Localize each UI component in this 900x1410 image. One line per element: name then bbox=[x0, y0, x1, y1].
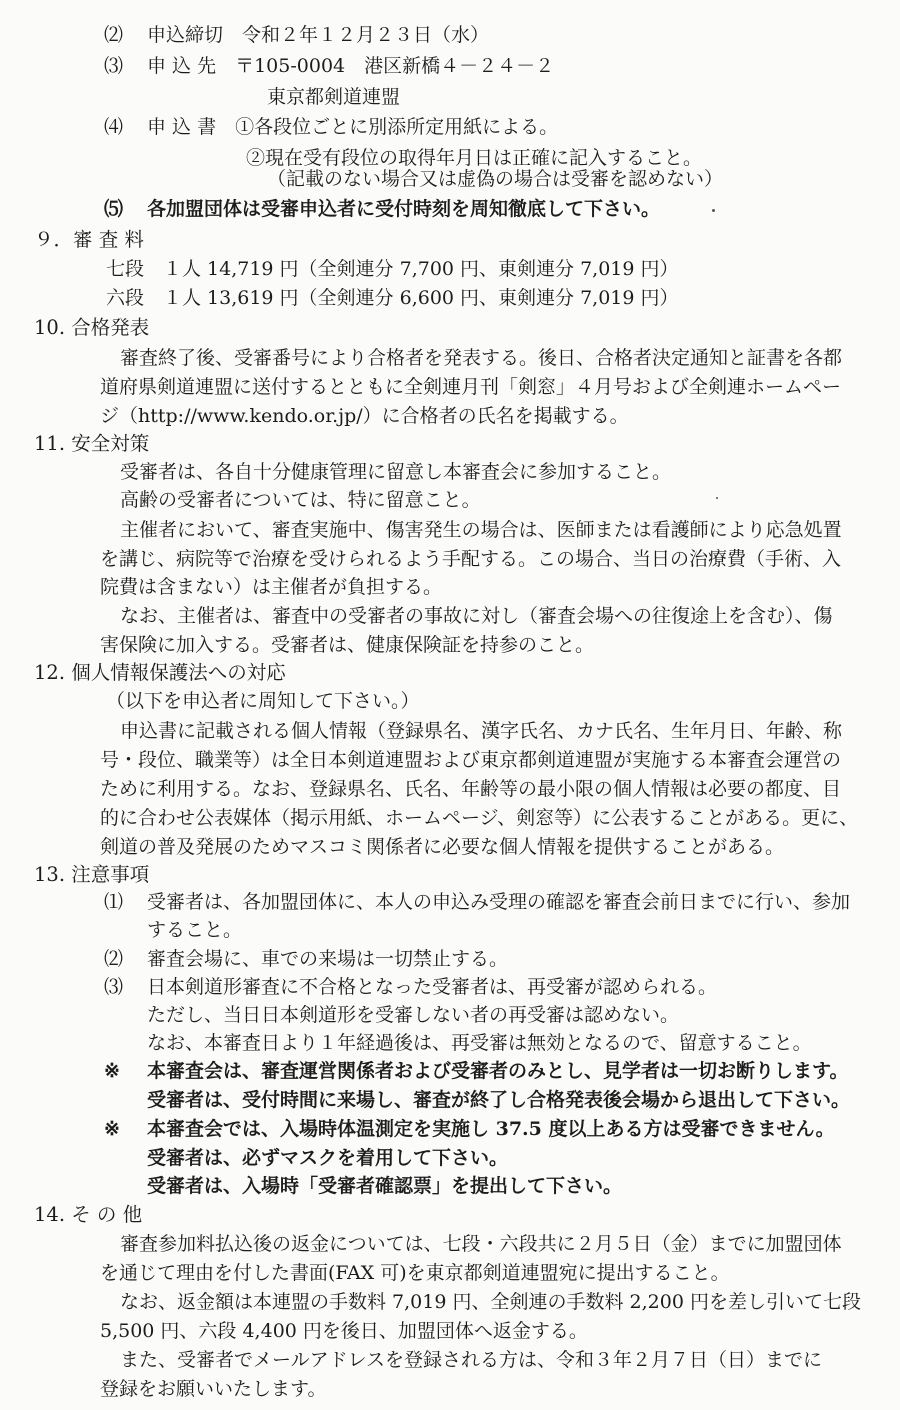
fee-7dan: 七段 １人 14,719 円（全剣連分 7,700 円、東剣連分 7,019 円） bbox=[106, 258, 679, 280]
safety-text-3: 主催者において、審査実施中、傷害発生の場合は、医師または看護師により応急処置 bbox=[120, 519, 842, 541]
other-text-2: を通じて理由を付した書面(FAX 可)を東京都剣道連盟宛に提出すること。 bbox=[100, 1262, 730, 1284]
note-2-text-3: 受審者は、入場時「受審者確認票」を提出して下さい。 bbox=[147, 1175, 623, 1197]
section-11-heading: 11. 安全対策 bbox=[34, 432, 150, 455]
safety-text-7: 害保険に加入する。受審者は、健康保険証を持参のこと。 bbox=[100, 634, 595, 656]
privacy-note: （以下を申込者に周知して下さい。） bbox=[106, 690, 420, 712]
other-text-5: また、受審者でメールアドレスを登録される方は、令和３年２月７日（日）までに bbox=[120, 1349, 823, 1371]
privacy-text-2: 号・段位、職業等）は全日本剣道連盟および東京都剣道連盟が実施する本審査会運営の bbox=[100, 749, 842, 771]
safety-text-1: 受審者は、各自十分健康管理に留意し本審査会に参加すること。 bbox=[120, 461, 672, 483]
application-form-note: （記載のない場合又は虚偽の場合は受審を認めない） bbox=[267, 168, 724, 190]
application-form-rule-1: 申 込 書 ①各段位ごとに別添所定用紙による。 bbox=[147, 116, 559, 138]
privacy-text-5: 剣道の普及発展のためマスコミ関係者に必要な個人情報を提供することがある。 bbox=[100, 836, 785, 858]
item-4-number: ⑷ bbox=[104, 116, 124, 138]
application-form-rule-2: ②現在受有段位の取得年月日は正確に記入すること。 bbox=[246, 147, 703, 169]
other-text-4: 5,500 円、六段 4,400 円を後日、加盟団体へ返金する。 bbox=[100, 1320, 588, 1342]
section-9-heading: ９．審 査 料 bbox=[34, 228, 144, 251]
scan-speck bbox=[712, 209, 715, 212]
safety-text-5: 院費は含まない）は主催者が負担する。 bbox=[100, 576, 443, 598]
note-1-mark: ※ bbox=[104, 1060, 120, 1082]
other-text-6: 登録をお願いいたします。 bbox=[100, 1378, 327, 1400]
item-2-number: ⑵ bbox=[104, 24, 124, 46]
application-address: 申 込 先 〒105-0004 港区新橋４－２４－２ bbox=[147, 55, 555, 77]
application-recipient: 東京都剣道連盟 bbox=[267, 86, 401, 108]
caution-3-text-3: なお、本審査日より１年経過後は、再受審は無効となるので、留意すること。 bbox=[147, 1032, 812, 1054]
fee-6dan: 六段 １人 13,619 円（全剣連分 6,600 円、東剣連分 7,019 円） bbox=[106, 287, 679, 309]
note-2-text: 本審査会では、入場時体温測定を実施し 37.5 度以上ある方は受審できません。 bbox=[147, 1118, 835, 1140]
results-text-1: 審査終了後、受審番号により合格者を発表する。後日、合格者決定通知と証書を各都 bbox=[120, 347, 843, 369]
scan-speck bbox=[716, 497, 718, 499]
other-text-3: なお、返金額は本連盟の手数料 7,019 円、全剣連の手数料 2,200 円を差し引いて七段 bbox=[120, 1291, 861, 1313]
caution-2-text: 審査会場に、車での来場は一切禁止する。 bbox=[147, 948, 509, 970]
note-2-mark: ※ bbox=[104, 1118, 120, 1140]
privacy-text-4: 的に合わせ公表媒体（掲示用紙、ホームページ、剣窓等）に公表することがある。更に、 bbox=[100, 807, 859, 829]
reception-time-notice: 各加盟団体は受審申込者に受付時刻を周知徹底して下さい。 bbox=[147, 198, 661, 220]
item-5-number: ⑸ bbox=[104, 198, 124, 220]
results-text-3: ジ（http://www.kendo.or.jp/）に合格者の氏名を掲載する。 bbox=[100, 405, 629, 427]
caution-1-number: ⑴ bbox=[104, 891, 124, 913]
caution-2-number: ⑵ bbox=[104, 948, 124, 970]
caution-3-number: ⑶ bbox=[104, 976, 124, 998]
safety-text-2: 高齢の受審者については、特に留意こと。 bbox=[120, 489, 481, 511]
caution-3-text-2: ただし、当日日本剣道形を受審しない者の再受審は認めない。 bbox=[147, 1004, 680, 1026]
privacy-text-1: 申込書に記載される個人情報（登録県名、漢字氏名、カナ氏名、生年月日、年齢、称 bbox=[120, 720, 843, 742]
section-10-heading: 10. 合格発表 bbox=[34, 316, 150, 339]
note-2-text-2: 受審者は、必ずマスクを着用して下さい。 bbox=[147, 1147, 509, 1169]
privacy-text-3: ために利用する。なお、登録県名、氏名、年齢等の最小限の個人情報は必要の都度、目 bbox=[100, 778, 842, 800]
section-14-heading: 14. そ の 他 bbox=[34, 1203, 143, 1226]
caution-1-text: 受審者は、各加盟団体に、本人の申込み受理の確認を審査会前日までに行い、参加 bbox=[147, 891, 851, 913]
other-text-1: 審査参加料払込後の返金については、七段・六段共に２月５日（金）までに加盟団体 bbox=[120, 1233, 842, 1255]
section-12-heading: 12. 個人情報保護法への対応 bbox=[34, 661, 286, 684]
note-1-text: 本審査会は、審査運営関係者および受審者のみとし、見学者は一切お断りします。 bbox=[147, 1060, 849, 1082]
note-1-text-2: 受審者は、受付時間に来場し、審査が終了し合格発表後会場から退出して下さい。 bbox=[147, 1089, 851, 1111]
results-text-2: 道府県剣道連盟に送付するとともに全剣連月刊「剣窓」４月号および全剣連ホームペー bbox=[100, 376, 842, 398]
caution-1-cont: すること。 bbox=[147, 919, 243, 941]
section-13-heading: 13. 注意事項 bbox=[34, 863, 150, 886]
item-3-number: ⑶ bbox=[104, 55, 124, 77]
caution-3-text: 日本剣道形審査に不合格となった受審者は、再受審が認められる。 bbox=[147, 976, 718, 998]
safety-text-4: を講じ、病院等で治療を受けられるよう手配する。この場合、当日の治療費（手術、入 bbox=[100, 548, 842, 570]
safety-text-6: なお、主催者は、審査中の受審者の事故に対し（審査会場への往復途上を含む）、傷 bbox=[120, 605, 833, 627]
application-deadline: 申込締切 令和２年１２月２３日（水） bbox=[147, 24, 490, 46]
